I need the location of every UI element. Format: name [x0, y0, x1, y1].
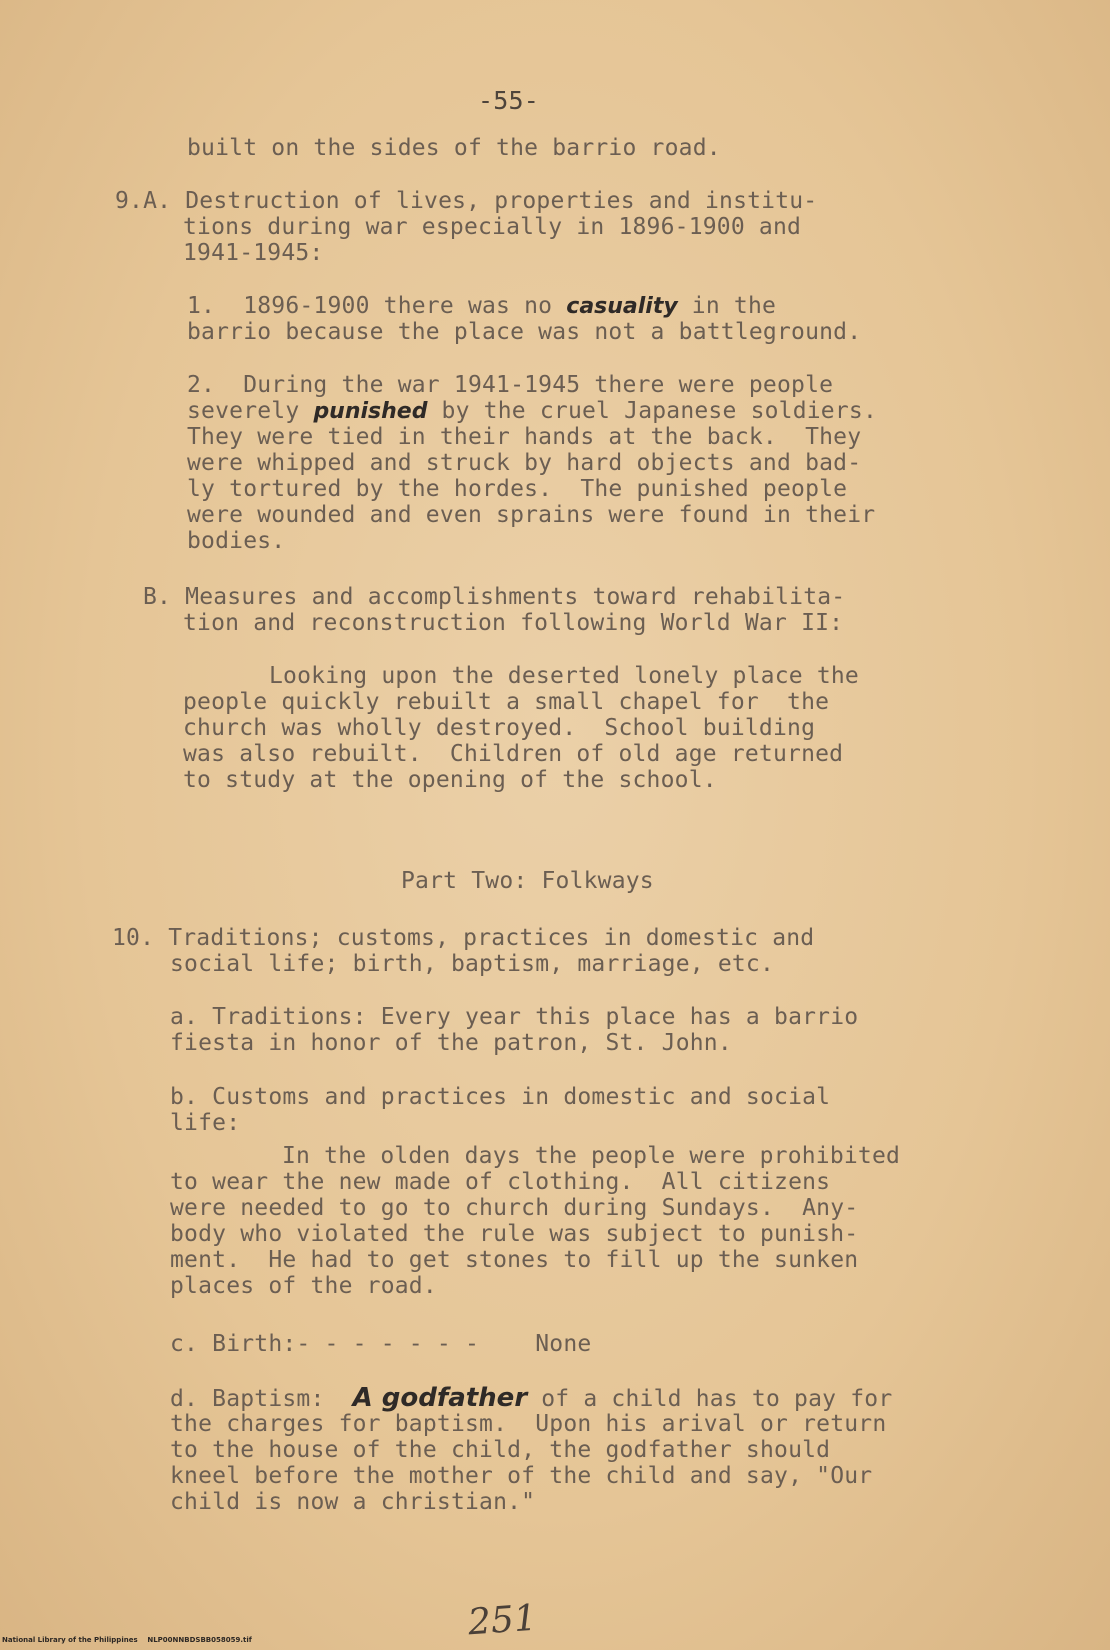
page-number: -55- [478, 86, 540, 115]
text-fragment: by the cruel Japanese soldiers. [427, 398, 877, 424]
text-line: b. Customs and practices in domestic and social [170, 1084, 831, 1110]
text-line: life: [170, 1110, 241, 1136]
text-line: kneel before the mother of the child and say, "Our [170, 1463, 873, 1489]
section-b-heading: B. Measures and accomplishments toward rehabilita- [143, 584, 846, 610]
section-9a-heading: 9.A. Destruction of lives, properties and institu- [115, 188, 818, 214]
text-line: the charges for baptism. Upon his arival or return [170, 1411, 887, 1437]
text-fragment: 1. 1896-1900 there was no [187, 293, 567, 319]
text-fragment: severely [187, 398, 314, 424]
text-line: were needed to go to church during Sundays. Any- [170, 1195, 859, 1221]
text-line: 1941-1945: [183, 240, 324, 266]
text-line: c. Birth:- - - - - - - None [170, 1331, 592, 1357]
text-line: In the olden days the people were prohibited [282, 1143, 901, 1169]
text-line: tion and reconstruction following World War II: [183, 610, 844, 636]
text-line: barrio because the place was not a battleground. [187, 319, 862, 345]
text-line: bodies. [187, 528, 286, 554]
section-10-heading: 10. Traditions; customs, practices in domestic and [112, 925, 815, 951]
text-line: a. Traditions: Every year this place has a barrio [170, 1004, 859, 1030]
handwritten-correction: A godfather [352, 1383, 528, 1413]
text-fragment: d. Baptism: [170, 1386, 353, 1412]
text-line: social life; birth, baptism, marriage, etc. [170, 951, 775, 977]
text-line: church was wholly destroyed. School building [183, 715, 816, 741]
text-line: body who violated the rule was subject to punish- [170, 1221, 859, 1247]
handwritten-correction: casuality [566, 294, 678, 319]
text-line: built on the sides of the barrio road. [187, 135, 721, 161]
text-line: places of the road. [170, 1273, 437, 1299]
text-line: They were tied in their hands at the back. They [187, 424, 862, 450]
text-line: 2. During the war 1941-1945 there were people [187, 372, 834, 398]
text-line: to wear the new made of clothing. All citizens [170, 1169, 831, 1195]
handwritten-folio-number: 251 [466, 1597, 539, 1644]
text-fragment: in the [677, 293, 777, 319]
text-line: ment. He had to get stones to fill up the sunken [170, 1247, 859, 1273]
archive-footer: National Library of the Philippines NLP00NNBDSBB058059.tif [2, 1636, 252, 1644]
text-line: ly tortured by the hordes. The punished people [187, 476, 848, 502]
text-line: child is now a christian." [170, 1489, 536, 1515]
text-line: was also rebuilt. Children of old age returned [183, 741, 844, 767]
text-line: to study at the opening of the school. [183, 767, 717, 793]
text-line: Looking upon the deserted lonely place the [269, 663, 859, 689]
text-line [187, 398, 877, 425]
part-two-heading: Part Two: Folkways [401, 868, 654, 894]
text-line [170, 1385, 892, 1412]
text-line: to the house of the child, the godfather should [170, 1437, 831, 1463]
text-line: people quickly rebuilt a small chapel for the [183, 689, 830, 715]
text-line: were wounded and even sprains were found in their [187, 502, 876, 528]
text-fragment: of a child has to pay for [527, 1386, 893, 1412]
handwritten-correction: punished [313, 399, 428, 424]
text-line: fiesta in honor of the patron, St. John. [170, 1030, 732, 1056]
text-line [187, 293, 776, 320]
text-line: tions during war especially in 1896-1900 and [183, 214, 802, 240]
text-line: were whipped and struck by hard objects and bad- [187, 450, 862, 476]
